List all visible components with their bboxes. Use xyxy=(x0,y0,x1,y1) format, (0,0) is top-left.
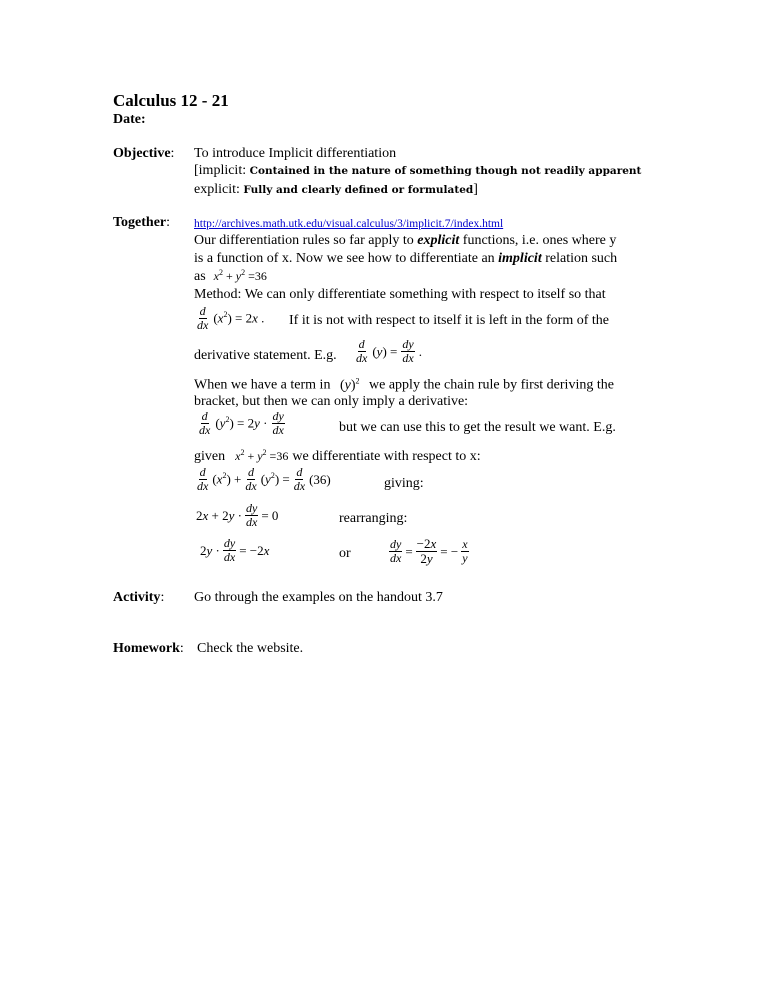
activity-label: Activity: xyxy=(113,590,165,605)
or-text: or xyxy=(339,546,351,561)
but-we-text: but we can use this to get the result we want. E.g. xyxy=(339,420,616,435)
math-chain-rule: $\frac{d}{dx}$ $(y^2) = 2y$ · $\frac{dy}{dx}$ xyxy=(199,409,284,437)
date-label: Date: xyxy=(113,112,146,127)
together-label: Together: xyxy=(113,215,171,230)
implicit-definition: [implicit: Contained in the nature of something though not readily apparent xyxy=(194,163,642,178)
given-line: given $x^2 + y^2 =36$ we differentiate with respect to x: xyxy=(194,448,481,464)
when-term-text: When we have a term in $(y)^2$ we apply the chain rule by first deriving the xyxy=(194,376,614,393)
giving-text: giving: xyxy=(384,476,424,491)
method-text: Method: We can only differentiate something with respect to itself so that xyxy=(194,287,606,302)
math-dx-x2: $\frac{d}{dx}$ $(x^2) = 2x$ . xyxy=(197,304,265,332)
bracket-text: bracket, but then we can only imply a derivative: xyxy=(194,394,469,409)
not-itself-text: If it is not with respect to itself it is left in the form of the xyxy=(289,313,609,328)
reference-link-line xyxy=(194,216,503,232)
reference-link[interactable]: http://archives.math.utk.edu/visual.calculus/3/implicit.7/index.html xyxy=(194,218,504,230)
derivative-statement-text: derivative statement. E.g. xyxy=(194,348,337,363)
page-title: Calculus 12 - 21 xyxy=(113,91,229,110)
math-dy-dx: $\frac{d}{dx}$ (y) = $\frac{dy}{dx}$ . xyxy=(356,337,422,365)
objective-label: Objective: xyxy=(113,146,175,161)
homework-text: Check the website. xyxy=(197,641,304,656)
math-final-answer: $\frac{dy}{dx}$ = $\frac{-2x}{2y}$ = − $\frac{x}{y}$ xyxy=(390,536,468,566)
objective-text: To introduce Implicit differentiation xyxy=(194,146,397,161)
homework-label: Homework: xyxy=(113,641,184,656)
math-differentiate-both: $\frac{d}{dx}$ $(x^2)$ + $\frac{d}{dx}$ $(y^2)$ = $\frac{d}{dx}$ (36) xyxy=(197,465,331,493)
together-para-line-3: as $x^2 + y^2 =36$ xyxy=(194,268,267,284)
activity-text: Go through the examples on the handout 3.7 xyxy=(194,590,443,605)
explicit-definition: explicit: Fully and clearly defined or formulated] xyxy=(194,182,478,197)
rearranging-text: rearranging: xyxy=(339,511,408,526)
math-rearranged: 2y · $\frac{dy}{dx}$ = −2x xyxy=(200,536,270,564)
together-para-line-1: Our differentiation rules so far apply to explicit functions, i.e. ones where y xyxy=(194,233,617,248)
together-para-line-2: is a function of x. Now we see how to differentiate an implicit relation such xyxy=(194,251,618,266)
math-giving-result: 2x + 2y · $\frac{dy}{dx}$ = 0 xyxy=(196,501,279,529)
